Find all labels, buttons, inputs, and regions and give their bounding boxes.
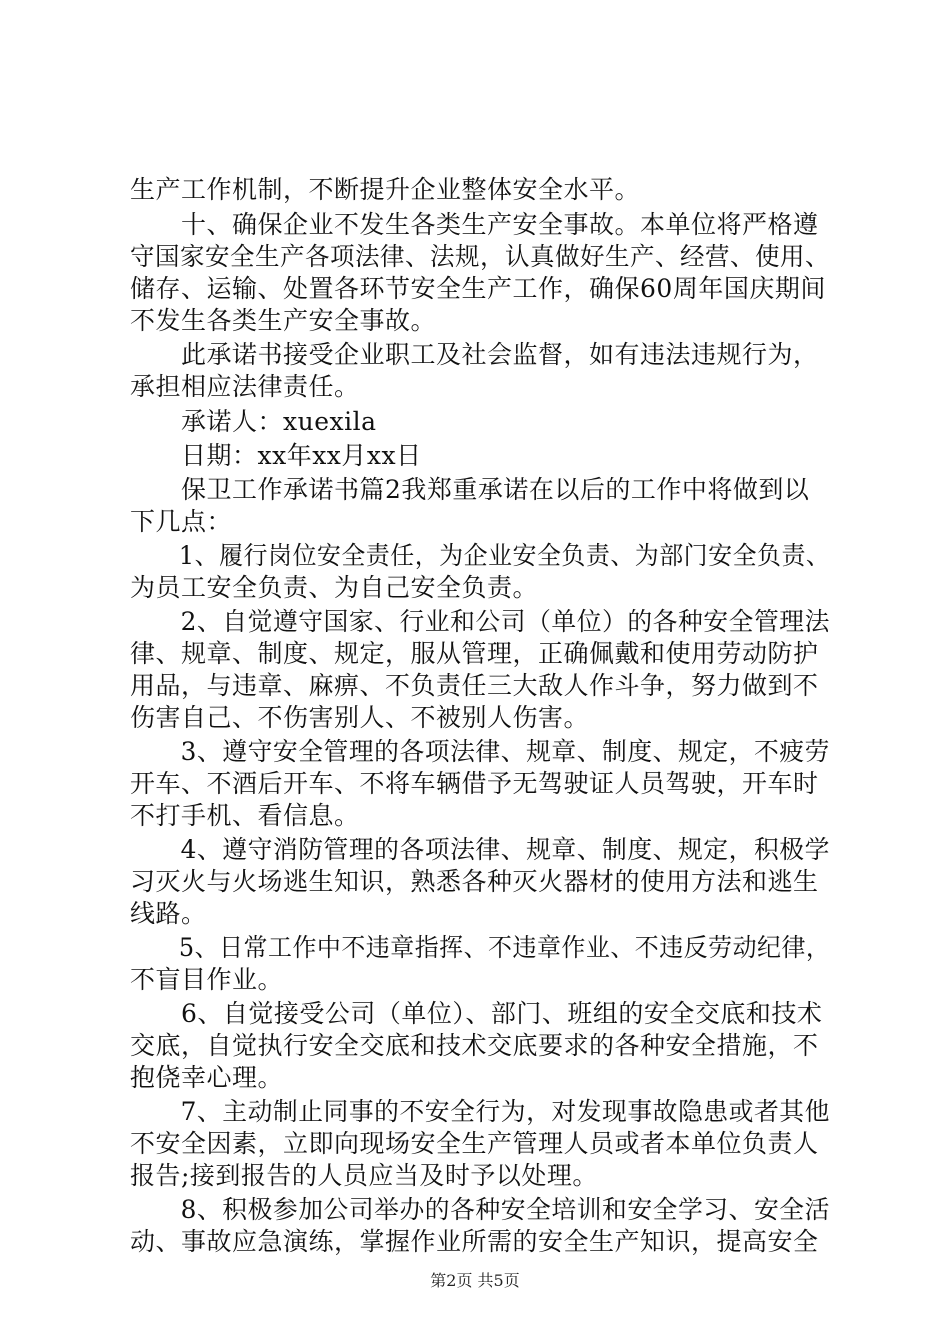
text-line: 4、遵守消防管理的各项法律、规章、制度、规定，积极学 xyxy=(130,835,830,864)
text-line: 为员工安全负责、为自己安全负责。 xyxy=(130,573,539,602)
text-line: 此承诺书接受企业职工及社会监督，如有违法违规行为， xyxy=(130,340,819,369)
text-line: 不安全因素，立即向现场安全生产管理人员或者本单位负责人 xyxy=(130,1129,819,1158)
text-line: 交底，自觉执行安全交底和技术交底要求的各种安全措施，不 xyxy=(130,1031,819,1060)
text-line: 不打手机、看信息。 xyxy=(130,801,360,830)
text-line: 抱侥幸心理。 xyxy=(130,1063,284,1092)
text-line: 7、主动制止同事的不安全行为，对发现事故隐患或者其他 xyxy=(130,1097,830,1126)
text-line: 承担相应法律责任。 xyxy=(130,372,360,401)
text-line: 6、自觉接受公司（单位）、部门、班组的安全交底和技术 xyxy=(130,999,823,1028)
date-line: 日期：xx年xx月xx日 xyxy=(130,441,422,470)
text-line: 不盲目作业。 xyxy=(130,965,284,994)
text-line: 习灭火与火场逃生知识，熟悉各种灭火器材的使用方法和逃生 xyxy=(130,867,819,896)
text-line: 2、自觉遵守国家、行业和公司（单位）的各种安全管理法 xyxy=(130,607,830,636)
text-line: 动、事故应急演练，掌握作业所需的安全生产知识，提高安全 xyxy=(130,1227,819,1256)
text-line: 线路。 xyxy=(130,899,207,928)
text-line: 开车、不酒后开车、不将车辆借予无驾驶证人员驾驶，开车时 xyxy=(130,769,819,798)
text-line: 十、确保企业不发生各类生产安全事故。本单位将严格遵 xyxy=(130,210,819,239)
text-line: 储存、运输、处置各环节安全生产工作，确保60周年国庆期间 xyxy=(130,274,826,303)
signatory-line: 承诺人：xuexila xyxy=(130,407,377,436)
text-line: 下几点： xyxy=(130,507,233,536)
text-line: 1、履行岗位安全责任，为企业安全负责、为部门安全负责、 xyxy=(130,541,831,570)
text-line: 用品，与违章、麻痹、不负责任三大敌人作斗争，努力做到不 xyxy=(130,671,819,700)
page-footer: 第2页 共5页 xyxy=(430,1271,520,1290)
text-line: 5、日常工作中不违章指挥、不违章作业、不违反劳动纪律， xyxy=(130,933,831,962)
text-line: 不发生各类生产安全事故。 xyxy=(130,306,437,335)
text-line: 律、规章、制度、规定，服从管理，正确佩戴和使用劳动防护 xyxy=(130,639,819,668)
text-line: 守国家安全生产各项法律、法规，认真做好生产、经营、使用、 xyxy=(130,242,831,271)
text-line: 伤害自己、不伤害别人、不被别人伤害。 xyxy=(130,703,590,732)
text-line: 报告;接到报告的人员应当及时予以处理。 xyxy=(130,1161,598,1190)
text-line: 8、积极参加公司举办的各种安全培训和安全学习、安全活 xyxy=(130,1195,830,1224)
text-line: 生产工作机制，不断提升企业整体安全水平。 xyxy=(130,175,641,204)
text-line: 3、遵守安全管理的各项法律、规章、制度、规定，不疲劳 xyxy=(130,737,830,766)
text-line: 保卫工作承诺书篇2我郑重承诺在以后的工作中将做到以 xyxy=(130,475,810,504)
